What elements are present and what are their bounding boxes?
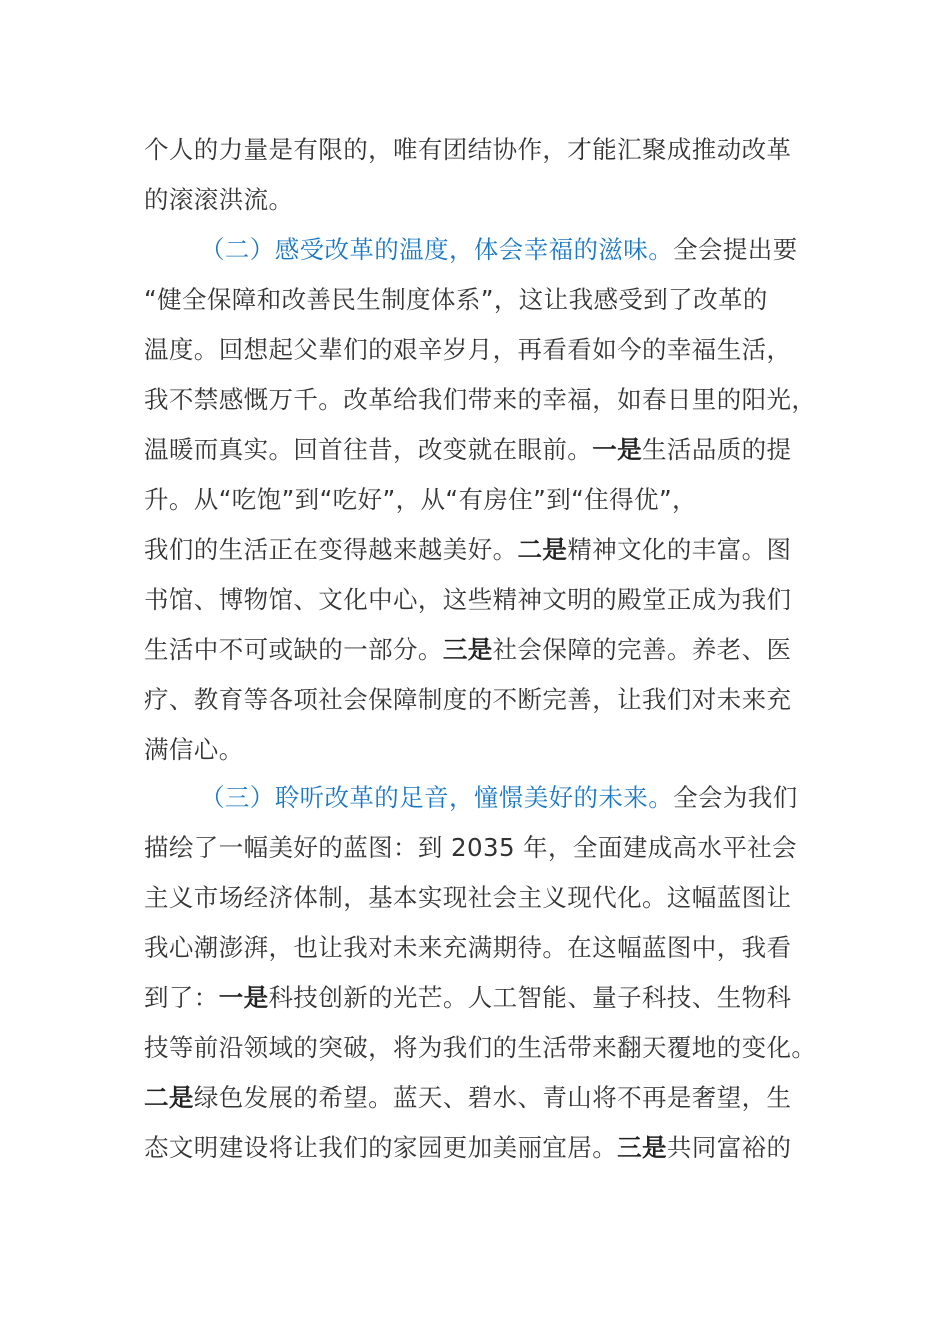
line-text: 科技创新的光芒。人工智能、量子科技、生物科 (268, 983, 792, 1012)
line-text: 我们的生活正在变得越来越美好。 (144, 535, 518, 564)
body-line (144, 125, 791, 175)
body-line (144, 475, 697, 525)
body-line (144, 425, 791, 475)
line-text: 技等前沿领域的突破，将为我们的生活带来翻天覆地的变化。 (144, 1033, 817, 1062)
body-line (144, 1023, 816, 1073)
bold-ordinal: 一是 (592, 435, 643, 464)
line-text: 满信心。 (144, 735, 244, 764)
section-heading-2: （二）感受改革的温度，体会幸福的滋味。 (200, 235, 674, 264)
body-line (144, 1123, 791, 1173)
body-line (144, 873, 791, 923)
line-text: 描绘了一幅美好的蓝图：到 2035 年，全面建成高水平社会 (144, 833, 798, 862)
line-text: 共同富裕的 (666, 1133, 792, 1162)
body-line (144, 923, 791, 973)
line-text: 升。从“吃饱”到“吃好”，从“有房住”到“住得优”， (144, 485, 697, 514)
section-heading-line (200, 773, 798, 823)
body-line (144, 973, 791, 1023)
body-line (144, 575, 791, 625)
section-heading-line (200, 225, 798, 275)
bold-ordinal: 一是 (218, 983, 269, 1012)
bold-ordinal: 三是 (442, 635, 493, 664)
bold-ordinal: 三是 (617, 1133, 667, 1162)
line-text: 我不禁感慨万千。改革给我们带来的幸福，如春日里的阳光， (144, 385, 817, 414)
line-text: 全会提出要 (673, 235, 798, 264)
line-text: 生活品质的提 (642, 435, 792, 464)
body-line (144, 525, 791, 575)
bold-ordinal: 二是 (517, 535, 568, 564)
line-text: 主义市场经济体制，基本实现社会主义现代化。这幅蓝图让 (144, 883, 792, 912)
line-text: 到了： (144, 983, 219, 1012)
line-text: 社会保障的完善。养老、医 (492, 635, 792, 664)
body-line (144, 275, 768, 325)
line-text: 全会为我们 (673, 783, 798, 812)
line-text: “健全保障和改善民生制度体系”，这让我感受到了改革的 (144, 285, 768, 314)
line-text: 温暖而真实。回首往昔，改变就在眼前。 (144, 435, 593, 464)
body-line (144, 175, 293, 225)
body-line (144, 325, 791, 375)
body-line (144, 823, 797, 873)
body-line (144, 1073, 791, 1123)
body-line (144, 375, 816, 425)
line-text: 温度。回想起父辈们的艰辛岁月，再看看如今的幸福生活， (144, 335, 792, 364)
line-text: 态文明建设将让我们的家园更加美丽宜居。 (144, 1133, 618, 1162)
line-text: 我心潮澎湃，也让我对未来充满期待。在这幅蓝图中，我看 (144, 933, 792, 962)
bold-ordinal: 二是 (144, 1083, 194, 1112)
line-text: 生活中不可或缺的一部分。 (144, 635, 443, 664)
line-text: 的滚滚洪流。 (144, 185, 294, 214)
line-text: 绿色发展的希望。蓝天、碧水、青山将不再是奢望，生 (193, 1083, 792, 1112)
line-text: 精神文化的丰富。图 (567, 535, 792, 564)
body-line (144, 725, 244, 775)
body-line (144, 675, 791, 725)
line-text: 书馆、博物馆、文化中心，这些精神文明的殿堂正成为我们 (144, 585, 792, 614)
section-heading-3: （三）聆听改革的足音，憧憬美好的未来。 (200, 783, 674, 812)
line-text: 个人的力量是有限的，唯有团结协作，才能汇聚成推动改革 (144, 135, 792, 164)
body-line (144, 625, 791, 675)
line-text: 疗、教育等各项社会保障制度的不断完善，让我们对未来充 (144, 685, 792, 714)
